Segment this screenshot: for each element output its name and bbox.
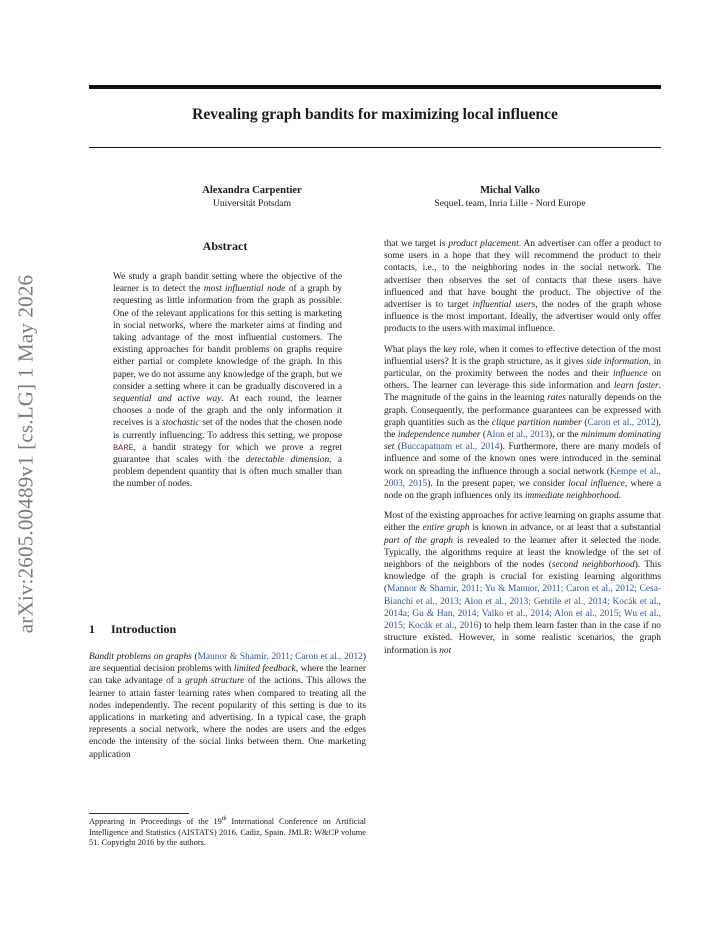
superscript: th	[221, 816, 227, 823]
text: that we target is	[384, 239, 449, 249]
citation-link[interactable]: Mannor & Shamir, 2011	[197, 652, 290, 662]
emphasis: graph structure	[185, 676, 245, 687]
citation-link[interactable]: Alon et al., 2013	[486, 430, 549, 441]
emphasis: entire graph	[422, 523, 470, 534]
title-top-rule	[89, 85, 661, 89]
abstract-body	[113, 271, 342, 491]
emphasis: Bandit problems on graphs	[89, 652, 192, 662]
text: ). In the present paper, we consider	[427, 478, 569, 489]
abstract-heading: Abstract	[202, 239, 248, 253]
emphasis: sequential and active way	[113, 394, 222, 405]
section-heading-introduction	[89, 622, 176, 637]
text: ). This knowledge of the graph is crucial for existing learning algorithms (	[384, 560, 661, 595]
citation-link[interactable]: Buccapatnam et al., 2014	[401, 442, 500, 453]
text: Appearing in Proceedings of the 19	[89, 817, 222, 826]
paragraph-product-placement	[384, 238, 661, 336]
paragraph-graph-structure	[384, 344, 661, 503]
emphasis: local influence	[568, 478, 625, 489]
paper-title: Revealing graph bandits for maximizing local influence	[192, 106, 558, 123]
paragraph-existing-approaches	[384, 510, 661, 656]
section-number: 1	[89, 622, 95, 636]
emphasis: second neighborhood	[551, 560, 635, 571]
text: , where the learner can take advantage of a	[89, 664, 366, 687]
text: We study a graph bandit setting where the objective of the learner is to detect the	[113, 272, 342, 295]
emphasis: influence	[613, 369, 648, 380]
author-name: Alexandra Carpentier	[202, 185, 302, 196]
author-affiliation: SequeL team, Inria Lille - Nord Europe	[434, 198, 586, 209]
citation-link[interactable]: Mannor & Shamir, 2011; Yu & Mannor, 2011; Caron et al., 2012; Cesa-Bianchi et al., 2013; Alon et al., 2013; Gentile et al., 2014; Kocák et al., 2014a; Gu & Han, 2014; Valko et al., 2014; Alon et al., 2015; Wu et al., 2015; Kocák et al., 2016	[384, 584, 661, 632]
text: ). Furthermore, there are many models of influence and some of the known ones were introduced in the seminal work on spreading the influence through a social network (	[384, 442, 661, 477]
emphasis: independence number	[397, 430, 481, 441]
text: . The magnitude of the gains in the learning	[384, 381, 661, 404]
text: ) to help them learn faster than in the case if no structure existed. However, in some realistic scenarios, the graph information is	[384, 621, 661, 656]
emphasis: influential users	[472, 300, 536, 311]
emphasis: immediate neighborhood	[524, 491, 619, 502]
emphasis: clique partition number	[491, 417, 582, 428]
citation-link[interactable]: Caron et al., 2012	[587, 417, 656, 428]
text: , a bandit strategy for which we prove a regret guarantee that scales with the	[113, 442, 342, 466]
text: International Conference on Artificial Intelligence and Statistics (AISTATS) 2016, Cadiz, Spain. JMLR: W&CP volume 51. Copyright 2016 by the authors.	[89, 817, 366, 848]
text: ), or the	[548, 430, 581, 441]
text: ) are sequential decision problems with	[89, 652, 366, 675]
emphasis: not	[439, 645, 452, 656]
text: of a graph by requesting as little information from the graph as possible. One of the relevant applications for this setting is marketing in social networks, where the marketer aims at finding and taking advantage of the most influential customers. The existing approaches for bandit problems on graphs require either partial or complete knowledge of the graph. In this paper, we do not assume any knowledge of the graph, but we consider a setting where it can be gradually discovered in a	[113, 284, 342, 392]
text: What plays the key role, when it comes to effective detection of the most influential users? It is the graph structure, as it gives	[384, 344, 661, 367]
section-title: Introduction	[111, 622, 177, 636]
citation-link[interactable]: Kempe et al., 2003, 2015	[384, 466, 661, 489]
text: (	[581, 417, 588, 428]
text: .	[618, 491, 622, 502]
author-affiliation: Universität Potsdam	[212, 198, 292, 209]
right-column	[384, 238, 661, 657]
emphasis: side information	[586, 356, 649, 367]
emphasis: stochastic	[162, 418, 200, 429]
text: . At each round, the learner chooses a node of the graph and the only information it receives is a	[113, 394, 342, 429]
citation-link[interactable]: Caron et al., 2012	[295, 652, 363, 662]
text: . An advertiser can offer a product to some users in a hope that they will recommend the product to their contacts, i.e., to the neighboring nodes in the social network. The advertiser then observes the set of contacts that these users have influenced and that have bought the product. The objective of the advertiser is to target	[384, 239, 662, 311]
text: is revealed to the learner after it selected the node. Typically, the algorithms require at least the knowledge of the set of neighbors of the neighbors of the nodes (	[384, 535, 661, 571]
author-2	[390, 185, 630, 209]
text: Most of the existing approaches for active learning on graphs assume that either the	[384, 511, 661, 534]
footnote	[89, 817, 366, 849]
arxiv-identifier: arXiv:2605.00489v1 [cs.LG] 1 May 2026	[13, 274, 38, 634]
arxiv-sidebar	[6, 258, 46, 650]
text: on others. The learner can leverage this side information and	[384, 369, 662, 392]
text: is known in advance, or at least that a substantial	[469, 523, 661, 534]
text: , a problem dependent quantity that is often much smaller than the number of nodes.	[113, 455, 342, 490]
footnote-rule	[89, 813, 189, 814]
text: ), the	[384, 417, 662, 441]
emphasis: detectable dimension	[245, 455, 330, 466]
emphasis: learn faster	[613, 381, 659, 392]
emphasis: rates	[547, 393, 566, 404]
intro-body	[89, 651, 366, 761]
algorithm-name: BARE	[113, 442, 134, 453]
text: , where a node on the graph influences only its	[384, 478, 662, 502]
text: (	[480, 430, 487, 441]
text: of the actions. This allows the learner to attain faster learning rates when compared to treating all the nodes independently. The recent popularity of this setting is due to its applications in marketing and advertising. In a typical case, the graph represents a social network, where the nodes are users and the edges encode the intensity of the social links between them. One marketing application	[89, 676, 367, 760]
text: (	[191, 652, 198, 662]
emphasis: minimum dominating set	[384, 430, 661, 453]
title-bottom-rule	[89, 147, 661, 148]
emphasis: product placement	[448, 239, 519, 249]
abstract-paragraph	[113, 271, 342, 491]
emphasis: most influential node	[203, 284, 286, 295]
emphasis: limited feedback	[233, 664, 296, 675]
text: naturally depends on the graph. Consequently, the performance guarantees can be expressed with graph quantities such as the	[384, 393, 661, 428]
text: , in particular, on the proximity between the nodes and their	[384, 356, 661, 380]
text: ;	[289, 652, 296, 662]
text: set of the nodes that the chosen node is currently influencing. To address this setting, we propose	[113, 418, 342, 441]
emphasis: part of the graph	[384, 535, 453, 546]
text: , the nodes of the graph whose influence is the most important. Ideally, the advertiser would only offer products to the users with maximal influence.	[384, 300, 661, 335]
author-name: Michal Valko	[480, 185, 540, 196]
intro-paragraph	[89, 651, 366, 761]
author-1	[132, 185, 372, 209]
text: (	[394, 442, 402, 453]
